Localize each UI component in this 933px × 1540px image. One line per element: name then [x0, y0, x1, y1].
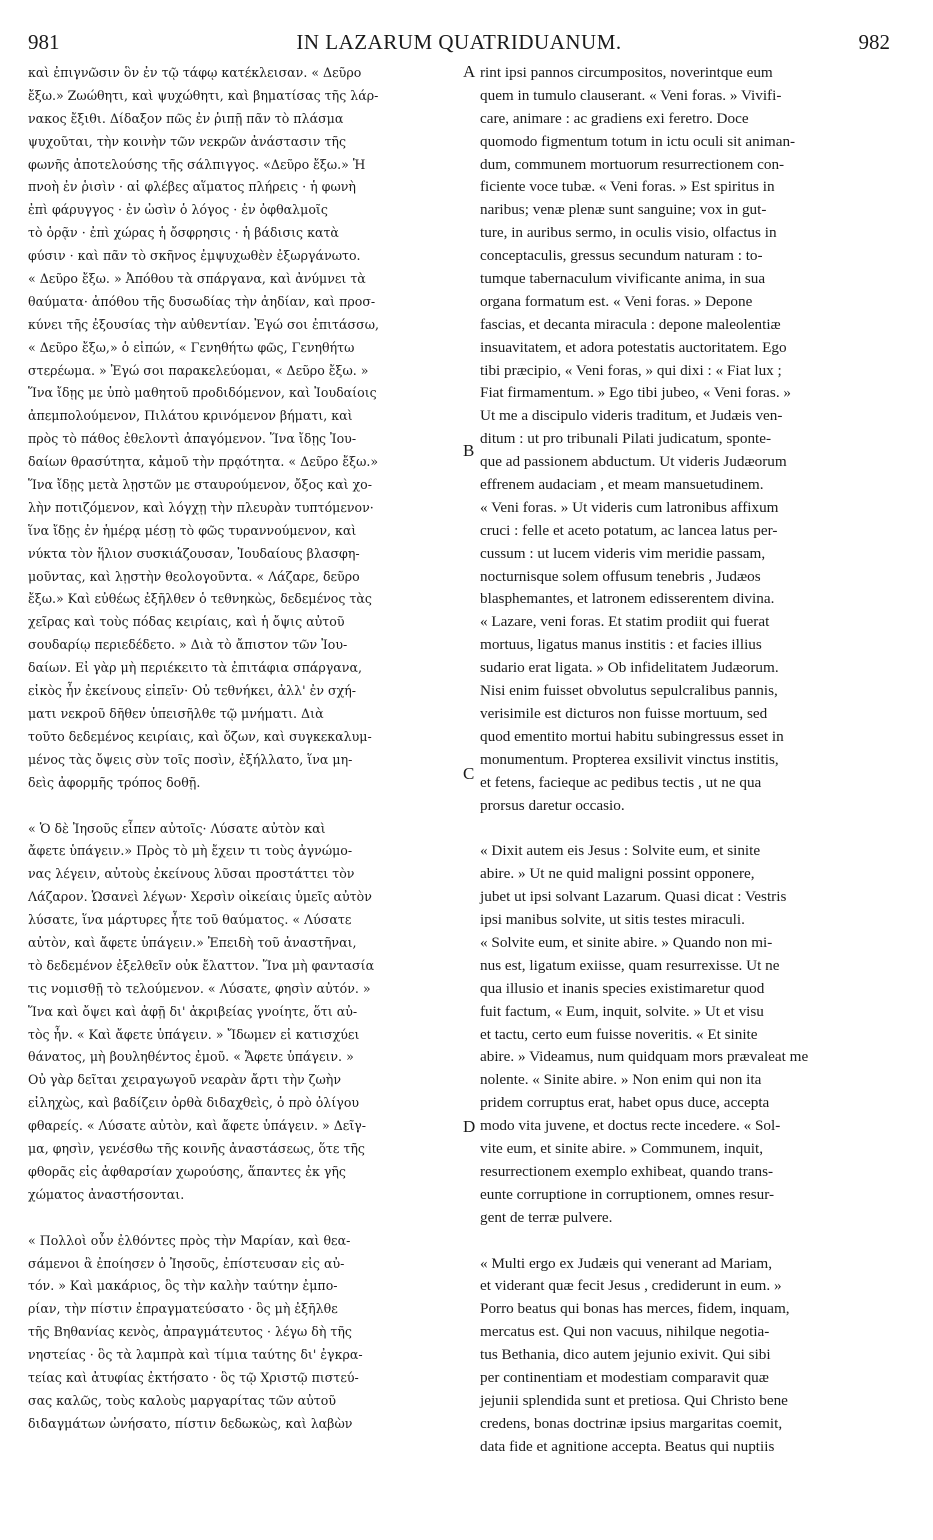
latin-text-line: vite eum, et sinite abire. » Communem, inquit,: [480, 1139, 764, 1157]
greek-text-line: τὸς ἦν. « Καὶ ἄφετε ὑπάγειν. » Ἴδωμεν εἰ κατισχύει: [28, 1026, 360, 1042]
greek-text-line: πρὸς τὸ πάθος ἐθελοντὶ ἀπαγόμενον. Ἵνα ἴδῃς Ἰου-: [28, 431, 357, 447]
latin-text-line: prorsus daretur occasio.: [480, 796, 625, 814]
greek-text-line: Ἵνα ἴδῃς μετὰ λῃστῶν με σταυρούμενον, ὄξος καὶ χο-: [28, 477, 373, 493]
latin-text-line: quod ementito mortui habitu subingressus esset in: [480, 727, 784, 745]
greek-text-line: νύκτα τὸν ἥλιον συσκιάζουσαν, Ἰουδαίους βλασφη-: [28, 545, 360, 561]
greek-text-line: « Δεῦρο ἔξω. » Ἀπόθου τὰ σπάργανα, καὶ ἀνύμνει τὰ: [28, 271, 366, 287]
greek-text-line: εἰληχὼς, καὶ βαδίζειν ὀρθὰ διδαχθεὶς, ὁ πρὸ ὀλίγου: [28, 1095, 360, 1111]
latin-text-line: tus Bethania, dico autem jejunio exivit. Qui sibi: [480, 1346, 771, 1364]
latin-text-line: resurrectionem exemplo exhibeat, quando trans-: [480, 1162, 774, 1180]
greek-text-line: μοῦντας, καὶ λῃστὴν θεολογοῦντα. « Λάζαρε, δεῦρο: [28, 568, 360, 584]
greek-text-line: τοῦτο δεδεμένος κειρίαις, καὶ ὄζων, καὶ συγκεκαλυμ-: [28, 728, 372, 744]
latin-text-line: « Dixit autem eis Jesus : Solvite eum, et sinite: [480, 842, 761, 860]
greek-text-line: νακος ἔξιθι. Δίδαξον πῶς ἐν ῥιπῇ πᾶν τὸ πλάσμα: [28, 110, 344, 126]
latin-text-line: cruci : felle et aceto potatum, ac lancea latus per-: [480, 521, 778, 539]
latin-text-line: jubet ut ipsi solvant Lazarum. Quasi dicat : Vestris: [480, 888, 787, 906]
greek-text-line: φθαρείς. « Λύσατε αὐτὸν, καὶ ἄφετε ὑπάγειν. » Δεῖγ-: [28, 1118, 367, 1134]
latin-text-line: credens, bonas doctrinæ ipsius margaritas coemit,: [480, 1414, 783, 1432]
greek-text-line: τόν. » Καὶ μακάριος, ὃς τὴν καλὴν ταύτην ἐμπο-: [28, 1278, 338, 1294]
latin-paragraph-gap: [480, 817, 892, 840]
latin-text-line: qua illusio et inanis species existimaretur quod: [480, 979, 765, 997]
latin-text-line: effrenem audaciam , et meam mansuetudinem.: [480, 476, 764, 494]
page-number-left: 981: [28, 30, 60, 54]
latin-text-line: eunte corruptione in corruptionem, omnes resur-: [480, 1185, 775, 1203]
latin-text-line: conceptaculis, gressus secundum naturam : to-: [480, 247, 763, 265]
greek-text-line: χεῖρας καὶ τοὺς πόδας κειρίαις, καὶ ἡ ὄψις αὐτοῦ: [28, 614, 345, 630]
greek-paragraph-gap: [28, 795, 460, 818]
latin-text-line: cussum : ut lucem videris vim meridie passam,: [480, 544, 766, 562]
latin-text-line: fuit factum, « Eum, inquit, solvite. » Ut et visu: [480, 1002, 764, 1020]
latin-text-line: care, animare : ac gradiens exi feretro. Doce: [480, 109, 749, 127]
latin-text-line: fascias, et decanta miracula : depone maleolentiæ: [480, 315, 781, 333]
greek-text-line: τείας καὶ ἀτυφίας ἐκτήσατο · ὃς τῷ Χριστῷ πιστεύ-: [28, 1369, 359, 1385]
greek-text-line: φωνῆς ἀποτελούσης τῆς σάλπιγγος. «Δεῦρο ἔξω.» Ἡ: [28, 156, 366, 172]
latin-text-line: pridem corruptus erat, habet opus duce, accepta: [480, 1094, 770, 1112]
greek-text-line: ψυχοῦται, τὴν κοινὴν τῶν νεκρῶν ἀνάστασιν τῆς: [28, 133, 347, 149]
running-title: IN LAZARUM QUATRIDUANUM.: [296, 30, 622, 54]
greek-text-line: ἵνα ἴδῃς ἐν ἡμέρᾳ μέσῃ τὸ φῶς τυραννούμενον, καὶ: [28, 522, 357, 538]
greek-text-line: « Πολλοὶ οὖν ἐλθόντες πρὸς τὴν Μαρίαν, καὶ θεα-: [28, 1232, 351, 1248]
latin-text-line: sudario erat ligata. » Ob infidelitatem Judæorum.: [480, 659, 779, 677]
latin-text-line: gent de terræ pulvere.: [480, 1208, 613, 1226]
latin-text-line: que ad passionem abductum. Ut videris Judæorum: [480, 453, 787, 471]
greek-text-line: εἰκὸς ἦν ἐκείνους εἰπεῖν· Οὐ τεθνήκει, ἀλλ' ἐν σχή-: [28, 683, 357, 699]
section-marker-b: B: [463, 441, 475, 460]
page-number-right: 982: [858, 30, 890, 54]
latin-text-line: et fetens, facieque ac pedibus tectis , ut ne qua: [480, 773, 762, 791]
greek-text-line: πνοὴ ἐν ῥισὶν · αἱ φλέβες αἵματος πλήρεις · ἡ φωνὴ: [28, 179, 356, 195]
greek-text-line: ἀπεμπολούμενον, Πιλάτου κρινόμενον βήματι, καὶ: [28, 408, 353, 424]
greek-text-line: σουδαρίῳ περιεδέδετο. » Διὰ τὸ ἄπιστον τῶν Ἰου-: [28, 637, 348, 653]
greek-text-line: « Δεῦρο ἔξω,» ὁ εἰπών, « Γενηθήτω φῶς, Γενηθήτω: [28, 339, 355, 355]
latin-text-line: Ut me a discipulo videris traditum, et Judæis ven-: [480, 407, 783, 425]
latin-text-line: blasphemantes, et latronem edisserentem divina.: [480, 590, 775, 608]
latin-text-line: ipsi manibus solvite, ut sitis testes miraculi.: [480, 911, 745, 929]
latin-text-line: data fide et agnitione accepta. Beatus qui nuptiis: [480, 1437, 775, 1455]
latin-text-line: Fiat firmamentum. » Ego tibi jubeo, « Veni foras. »: [480, 384, 792, 402]
greek-text-line: ἔξω.» Ζωώθητι, καὶ ψυχώθητι, καὶ βηματίσας τῆς λάρ-: [28, 87, 379, 103]
greek-text-line: δαίων θρασύτητα, κἀμοῦ τὴν πρᾳότητα. « Δεῦρο ἔξω.»: [28, 454, 379, 470]
latin-text-line: naribus; venæ plenæ sunt sanguine; vox in gut-: [480, 201, 767, 219]
greek-text-line: λύσατε, ἵνα μάρτυρες ἦτε τοῦ θαύματος. « Λύσατε: [28, 912, 352, 928]
greek-text-line: νηστείας · ὃς τὰ λαμπρὰ καὶ τίμια ταύτης δι' ἐγκρα-: [28, 1347, 363, 1363]
greek-text-line: Ἵνα καὶ ὄψει καὶ ἀφῇ δι' ἀκριβείας γνοίητε, ὅτι αὐ-: [28, 1003, 358, 1019]
latin-text-line: et tactu, certo eum fuisse noveritis. « Et sinite: [480, 1025, 758, 1043]
latin-text-line: dum, communem mortuorum resurrectionem con-: [480, 155, 785, 173]
latin-text-line: « Solvite eum, et sinite abire. » Quando non mi-: [480, 933, 773, 951]
latin-text-line: Porro beatus qui bonas has merces, fidem, inquam,: [480, 1300, 790, 1318]
latin-text-line: organa formatum est. « Veni foras. » Depone: [480, 292, 753, 310]
greek-text-line: νας λέγειν, αὐτοὺς ἐκείνους λῦσαι προστάττει τὸν: [28, 866, 355, 882]
greek-text-line: δαίων. Εἰ γὰρ μὴ περιέκειτο τὰ ἐπιτάφια σπάργανα,: [28, 660, 362, 676]
section-marker-d: D: [463, 1117, 476, 1136]
greek-text-line: τις νομισθῇ τὸ τελούμενον. « Λύσατε, φησὶν αὐτόν. »: [28, 980, 371, 996]
section-marker-c: C: [463, 764, 475, 783]
greek-text-line: Ἵνα ἴδῃς με ὑπὸ μαθητοῦ προδιδόμενον, καὶ Ἰουδαίοις: [28, 385, 377, 401]
greek-text-line: σας καλῶς, τοὺς καλοὺς μαργαρίτας τῶν αὐτοῦ: [28, 1392, 337, 1408]
greek-text-line: θάνατος, μὴ βουληθέντος ἐμοῦ. « Ἄφετε ὑπάγειν. »: [28, 1049, 354, 1065]
latin-text-line: tumque tabernaculum vivificante anima, in sua: [480, 270, 766, 288]
greek-text-line: στερέωμα. » Ἐγώ σοι παρακελεύομαι, « Δεῦρο ἔξω. »: [28, 362, 369, 378]
greek-text-line: σάμενοι ἃ ἐποίησεν ὁ Ἰησοῦς, ἐπίστευσαν εἰς αὐ-: [28, 1255, 345, 1271]
latin-text-line: quem in tumulo clauserant. « Veni foras. » Vivifi-: [480, 86, 782, 104]
latin-column: [480, 62, 892, 1459]
latin-text-line: « Lazare, veni foras. Et statim prodiit qui fuerat: [480, 613, 770, 631]
latin-text-line: per continentiam et modestiam comparavit quæ: [480, 1368, 769, 1386]
greek-text-line: ματι νεκροῦ δῆθεν ὑπεισῆλθε τῷ μνήματι. Διὰ: [28, 705, 324, 721]
greek-text-line: ἄφετε ὑπάγειν.» Πρὸς τὸ μὴ ἔχειν τι τοὺς ἀγνώμο-: [28, 843, 353, 859]
latin-text-line: abire. » Ut ne quid maligni possint opponere,: [480, 865, 755, 883]
running-header: [28, 30, 890, 60]
greek-text-line: δεὶς ἀφορμῆς τρόπος δοθῇ.: [28, 774, 201, 790]
latin-text-line: ture, in auribus sermo, in oculis visio, olfactus in: [480, 224, 777, 242]
latin-text-line: et viderant quæ fecit Jesus , crediderunt in eum. »: [480, 1277, 782, 1295]
latin-text-line: tibi præcipio, « Veni foras, » qui dixi : « Fiat lux ;: [480, 361, 782, 379]
section-marker-a: A: [463, 62, 476, 81]
latin-paragraph-gap: [480, 1230, 892, 1253]
greek-text-line: ρίαν, τὴν πίστιν ἐπραγματεύσατο · ὃς μὴ ἐξῆλθε: [28, 1301, 338, 1317]
latin-text-line: « Multi ergo ex Judæis qui venerant ad Mariam,: [480, 1254, 773, 1272]
greek-text-line: θαύματα· ἀπόθου τῆς δυσωδίας τὴν ἀηδίαν, καὶ προσ-: [28, 293, 376, 309]
latin-text-line: jejunii splendida sunt et pretiosa. Qui Christo bene: [480, 1391, 788, 1409]
greek-text-line: τὸ δεδεμένον ἐξελθεῖν οὐκ ἔλαττον. Ἵνα μὴ φαντασία: [28, 957, 375, 973]
latin-text-line: verisimile est dicturos non fuisse mortuum, sed: [480, 704, 768, 722]
greek-column: [28, 62, 460, 1436]
latin-text-line: rint ipsi pannos circumpositos, noverintque eum: [480, 64, 773, 81]
latin-text-line: Nisi enim fuisset obvolutus sepulcralibus pannis,: [480, 682, 778, 700]
latin-text-line: modo vita juvene, et doctus recte incedere. « Sol-: [480, 1117, 781, 1135]
greek-text-line: τῆς Βηθανίας κενὸς, ἀπραγμάτευτος · λέγω δὴ τῆς: [28, 1324, 352, 1340]
latin-text-line: monumentum. Propterea exsilivit vinctus institis,: [480, 750, 779, 768]
greek-text-line: λὴν ποτιζόμενον, καὶ λόγχῃ τὴν πλευρὰν τυπτόμενον·: [28, 499, 374, 515]
latin-text-line: mortuus, ligatus manus institis : et facies illius: [480, 636, 762, 654]
greek-paragraph-gap: [28, 1207, 460, 1230]
greek-text-line: μένος τὰς ὄψεις σὺν τοῖς ποσὶν, ἐξήλλατο, ἵνα μη-: [28, 751, 353, 767]
latin-text-line: abire. » Videamus, num quidquam mors prævaleat me: [480, 1048, 809, 1066]
greek-text-line: χώματος ἀναστήσονται.: [28, 1186, 185, 1202]
greek-text-line: διδαγμάτων ὠνήσατο, πίστιν δεδωκὼς, καὶ λαβὼν: [28, 1415, 353, 1431]
latin-text-line: insuavitatem, et adora potestatis auctoritatem. Ego: [480, 338, 787, 356]
latin-text-line: quomodo figmentum totum in ictu oculi sit animan-: [480, 132, 796, 150]
greek-text-line: ἔξω.» Καὶ εὐθέως ἐξῆλθεν ὁ τεθνηκὼς, δεδεμένος τὰς: [28, 591, 372, 607]
greek-text-line: Λάζαρον. Ὡσανεὶ λέγων· Χερσὶν οἰκείαις ὑμεῖς αὐτὸν: [28, 889, 372, 905]
latin-text-line: ficiente voce tubæ. « Veni foras. » Est spiritus in: [480, 178, 775, 196]
greek-text-line: αὐτὸν, καὶ ἄφετε ὑπάγειν.» Ἐπειδὴ τοῦ ἀναστῆναι,: [28, 934, 357, 950]
latin-text-line: nolente. « Sinite abire. » Non enim qui non ita: [480, 1071, 762, 1089]
latin-text-line: nus est, ligatum exiisse, quam resurrexisse. Ut ne: [480, 956, 780, 974]
greek-text-line: Οὐ γὰρ δεῖται χειραγωγοῦ νεαρὰν ἄρτι τὴν ζωὴν: [28, 1072, 341, 1088]
latin-text-line: mercatus est. Qui non vacuus, nihilque negotia-: [480, 1323, 770, 1341]
greek-text-line: φθορᾶς εἰς ἀφθαρσίαν χωρούσης, ἅπαντες ἐκ γῆς: [28, 1163, 346, 1179]
greek-text-line: καὶ ἐπιγνῶσιν ὃν ἐν τῷ τάφῳ κατέκλεισαν. « Δεῦρο: [28, 65, 362, 80]
greek-text-line: φύσιν · καὶ πᾶν τὸ σκῆνος ἐμψυχωθὲν ἐξωργάνωτο.: [28, 248, 361, 264]
latin-text-line: ditum : ut pro tribunali Pilati judicatum, sponte-: [480, 430, 772, 448]
latin-text-line: « Veni foras. » Ut videris cum latronibus affixum: [480, 498, 779, 516]
greek-text-line: ἐπὶ φάρυγγος · ἐν ὠσὶν ὁ λόγος · ἐν ὀφθαλμοῖς: [28, 202, 328, 218]
greek-text-line: τὸ ὁρᾷν · ἐπὶ χώρας ἡ ὄσφρησις · ἡ βάδισις κατὰ: [28, 225, 339, 241]
latin-text-line: nocturnisque solem offusum tenebris , Judæos: [480, 567, 761, 585]
greek-text-line: « Ὁ δὲ Ἰησοῦς εἶπεν αὐτοῖς· Λύσατε αὐτὸν καὶ: [28, 820, 326, 836]
greek-text-line: κύνει τῆς ἐξουσίας τὴν αὐθεντίαν. Ἐγώ σοι ἐπιτάσσω,: [28, 316, 379, 332]
greek-text-line: μα, φησὶν, γενέσθω τῆς κοινῆς ἀναστάσεως, ὅτε τῆς: [28, 1140, 365, 1156]
